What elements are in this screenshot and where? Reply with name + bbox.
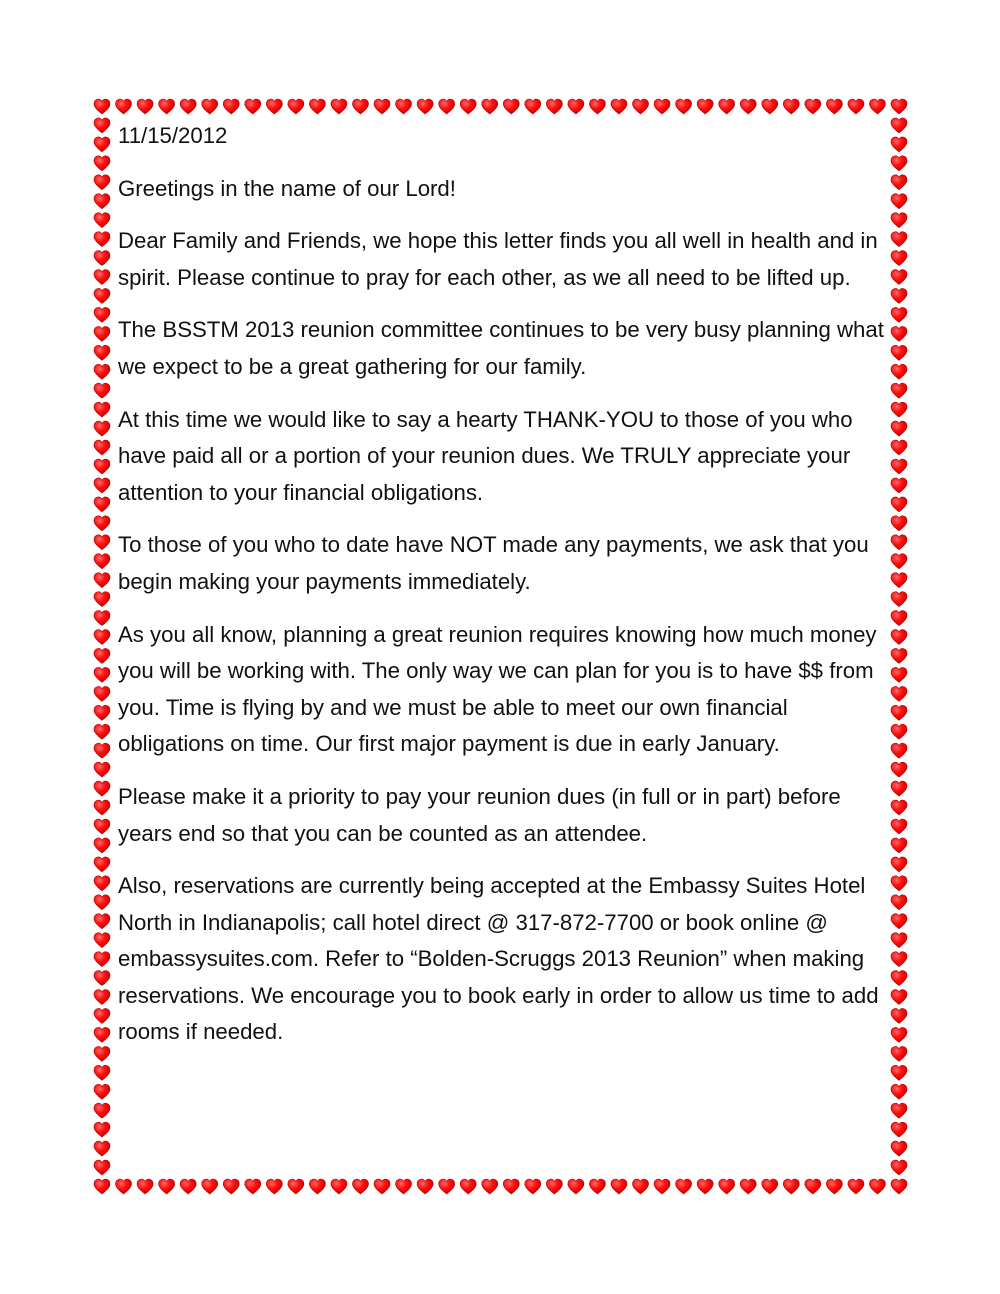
heart-icon (94, 686, 110, 701)
heart-icon (891, 838, 907, 853)
heart-icon (891, 326, 907, 341)
heart-icon (202, 99, 218, 114)
heart-icon (94, 724, 110, 739)
heart-icon (396, 1179, 412, 1194)
heart-icon (891, 1065, 907, 1080)
heart-icon (94, 1027, 110, 1042)
heart-icon (94, 345, 110, 360)
heart-icon (482, 1179, 498, 1194)
heart-icon (891, 573, 907, 588)
heart-icon (891, 611, 907, 626)
heart-icon (331, 1179, 347, 1194)
heart-icon (94, 1046, 110, 1061)
heart-icon (589, 1179, 605, 1194)
heart-icon (891, 1084, 907, 1099)
heart-icon (891, 213, 907, 228)
heart-icon (352, 1179, 368, 1194)
heart-icon (546, 1179, 562, 1194)
heart-icon (891, 895, 907, 910)
heart-icon (891, 535, 907, 550)
heart-icon (676, 1179, 692, 1194)
heart-icon (94, 1160, 110, 1175)
heart-icon (94, 288, 110, 303)
heart-icon (654, 99, 670, 114)
heart-icon (891, 762, 907, 777)
heart-icon (891, 1179, 907, 1194)
heart-icon (94, 971, 110, 986)
heart-icon (94, 402, 110, 417)
heart-icon (374, 99, 390, 114)
heart-icon (891, 952, 907, 967)
heart-icon (891, 1008, 907, 1023)
heart-icon (180, 99, 196, 114)
heart-icon (94, 933, 110, 948)
heart-icon (525, 1179, 541, 1194)
heart-icon (94, 1103, 110, 1118)
heart-icon (94, 232, 110, 247)
heart-icon (503, 1179, 519, 1194)
heart-icon (94, 667, 110, 682)
heart-icon (891, 118, 907, 133)
heart-icon (94, 175, 110, 190)
heart-icon (525, 99, 541, 114)
heart-icon (891, 781, 907, 796)
heart-icon (309, 1179, 325, 1194)
heart-icon (288, 99, 304, 114)
letter-paragraph: As you all know, planning a great reunion requires knowing how much money you will be working with. The only way we can plan for you is to have $$ from you. Time is flying by and we must be able to meet our own financial obligations on time. Our first major payment is due in early January. (118, 621, 877, 757)
heart-icon (137, 1179, 153, 1194)
heart-icon (94, 364, 110, 379)
heart-icon (740, 99, 756, 114)
letter-paragraph: Also, reservations are currently being accepted at the Embassy Suites Hotel North in Indianapolis; call hotel direct @ 317-872-7700 or book online @ embassysuites.com. Refer to “Bolden-Scruggs 2013 Reunion” when making reservations. We encourage you to book early in order to allow us time to add rooms if needed. (118, 873, 879, 1045)
heart-icon (805, 99, 821, 114)
heart-icon (891, 497, 907, 512)
heart-icon (762, 99, 778, 114)
heart-icon (94, 251, 110, 266)
heart-icon (94, 648, 110, 663)
heart-icon (94, 156, 110, 171)
heart-icon (180, 1179, 196, 1194)
heart-icon (783, 1179, 799, 1194)
heart-icon (94, 213, 110, 228)
heart-icon (891, 270, 907, 285)
heart-icon (891, 232, 907, 247)
heart-icon (891, 421, 907, 436)
heart-icon (94, 478, 110, 493)
heart-icon (482, 99, 498, 114)
heart-icon (891, 251, 907, 266)
heart-icon (94, 326, 110, 341)
heart-icon (697, 99, 713, 114)
heart-icon (891, 933, 907, 948)
letter-paragraph: To those of you who to date have NOT made any payments, we ask that you begin making your payments immediately. (118, 532, 869, 594)
heart-icon (826, 99, 842, 114)
heart-icon (94, 137, 110, 152)
heart-icon (891, 667, 907, 682)
heart-icon (891, 743, 907, 758)
heart-icon (891, 554, 907, 569)
heart-icon (94, 383, 110, 398)
heart-icon (94, 1141, 110, 1156)
heart-icon (94, 952, 110, 967)
heart-icon (633, 99, 649, 114)
heart-icon (891, 648, 907, 663)
letter-paragraph: Dear Family and Friends, we hope this letter finds you all well in health and in spirit. Please continue to pray for each other, as we all need to be lifted up. (118, 228, 878, 290)
heart-icon (94, 554, 110, 569)
heart-icon (697, 1179, 713, 1194)
heart-icon (94, 914, 110, 929)
heart-icon (94, 876, 110, 891)
heart-icon (891, 705, 907, 720)
heart-icon (460, 1179, 476, 1194)
heart-icon (94, 99, 110, 114)
heart-icon (94, 421, 110, 436)
heart-icon (568, 99, 584, 114)
heart-icon (417, 1179, 433, 1194)
heart-icon (848, 1179, 864, 1194)
heart-icon (202, 1179, 218, 1194)
heart-icon (94, 1179, 110, 1194)
letter-paragraph: The BSSTM 2013 reunion committee continues to be very busy planning what we expect to be a great gathering for our family. (118, 317, 884, 379)
heart-icon (589, 99, 605, 114)
heart-icon (891, 516, 907, 531)
heart-icon (94, 307, 110, 322)
heart-icon (309, 99, 325, 114)
heart-icon (611, 1179, 627, 1194)
heart-icon (891, 914, 907, 929)
heart-icon (891, 800, 907, 815)
heart-icon (891, 194, 907, 209)
heart-icon (891, 364, 907, 379)
heart-icon (94, 573, 110, 588)
heart-icon (94, 194, 110, 209)
heart-icon (159, 99, 175, 114)
heart-icon (94, 459, 110, 474)
heart-icon (245, 1179, 261, 1194)
heart-icon (891, 137, 907, 152)
heart-icon (568, 1179, 584, 1194)
heart-icon (396, 99, 412, 114)
heart-icon (94, 781, 110, 796)
heart-icon (762, 1179, 778, 1194)
heart-icon (676, 99, 692, 114)
heart-icon (891, 971, 907, 986)
heart-icon (94, 592, 110, 607)
letter-greeting: Greetings in the name of our Lord! (118, 175, 456, 201)
heart-icon (94, 857, 110, 872)
heart-icon (266, 99, 282, 114)
heart-icon (633, 1179, 649, 1194)
heart-icon (891, 156, 907, 171)
heart-icon (719, 99, 735, 114)
heart-icon (460, 99, 476, 114)
heart-icon (891, 686, 907, 701)
heart-icon (94, 838, 110, 853)
heart-icon (159, 1179, 175, 1194)
heart-icon (891, 1141, 907, 1156)
heart-icon (94, 630, 110, 645)
heart-icon (891, 1046, 907, 1061)
letter-paragraph: Please make it a priority to pay your reunion dues (in full or in part) before years end so that you can be counted as an attendee. (118, 783, 841, 846)
heart-icon (94, 611, 110, 626)
heart-icon (352, 99, 368, 114)
heart-icon (439, 99, 455, 114)
heart-icon (417, 99, 433, 114)
heart-icon (891, 459, 907, 474)
heart-icon (719, 1179, 735, 1194)
heart-icon (94, 1065, 110, 1080)
heart-icon (891, 990, 907, 1005)
heart-icon (740, 1179, 756, 1194)
heart-icon (94, 1008, 110, 1023)
heart-icon (94, 800, 110, 815)
heart-icon (891, 288, 907, 303)
heart-icon (891, 630, 907, 645)
heart-icon (223, 99, 239, 114)
heart-icon (94, 440, 110, 455)
heart-icon (94, 743, 110, 758)
heart-icon (94, 762, 110, 777)
heart-icon (891, 1122, 907, 1137)
heart-icon (805, 1179, 821, 1194)
heart-icon (374, 1179, 390, 1194)
heart-icon (891, 440, 907, 455)
heart-icon (891, 383, 907, 398)
heart-icon (439, 1179, 455, 1194)
heart-icon (331, 99, 347, 114)
heart-icon (869, 1179, 885, 1194)
heart-icon (94, 819, 110, 834)
heart-icon (94, 705, 110, 720)
heart-icon (266, 1179, 282, 1194)
heart-icon (891, 724, 907, 739)
heart-icon (94, 895, 110, 910)
heart-icon (116, 99, 132, 114)
heart-icon (891, 307, 907, 322)
heart-icon (94, 1084, 110, 1099)
heart-icon (94, 535, 110, 550)
heart-icon (654, 1179, 670, 1194)
heart-icon (611, 99, 627, 114)
heart-icon (869, 99, 885, 114)
heart-icon (891, 99, 907, 114)
heart-icon (116, 1179, 132, 1194)
heart-icon (137, 99, 153, 114)
heart-icon (826, 1179, 842, 1194)
heart-icon (891, 402, 907, 417)
letter-body (118, 118, 890, 1067)
heart-icon (891, 1027, 907, 1042)
heart-icon (783, 99, 799, 114)
heart-icon (546, 99, 562, 114)
letter-date: 11/15/2012 (118, 123, 228, 148)
letter-paragraph: At this time we would like to say a hearty THANK-YOU to those of you who have paid all or a portion of your reunion dues. We TRULY appreciate your attention to your financial obligations. (118, 406, 853, 505)
heart-icon (891, 345, 907, 360)
heart-icon (891, 819, 907, 834)
heart-icon (94, 1122, 110, 1137)
heart-icon (94, 497, 110, 512)
heart-icon (891, 857, 907, 872)
heart-icon (288, 1179, 304, 1194)
heart-icon (891, 592, 907, 607)
heart-icon (848, 99, 864, 114)
heart-icon (891, 1160, 907, 1175)
heart-icon (891, 478, 907, 493)
heart-icon (94, 516, 110, 531)
heart-icon (94, 270, 110, 285)
heart-icon (891, 1103, 907, 1118)
heart-icon (503, 99, 519, 114)
heart-icon (94, 990, 110, 1005)
heart-icon (891, 175, 907, 190)
heart-icon (94, 118, 110, 133)
heart-icon (891, 876, 907, 891)
heart-icon (245, 99, 261, 114)
heart-icon (223, 1179, 239, 1194)
